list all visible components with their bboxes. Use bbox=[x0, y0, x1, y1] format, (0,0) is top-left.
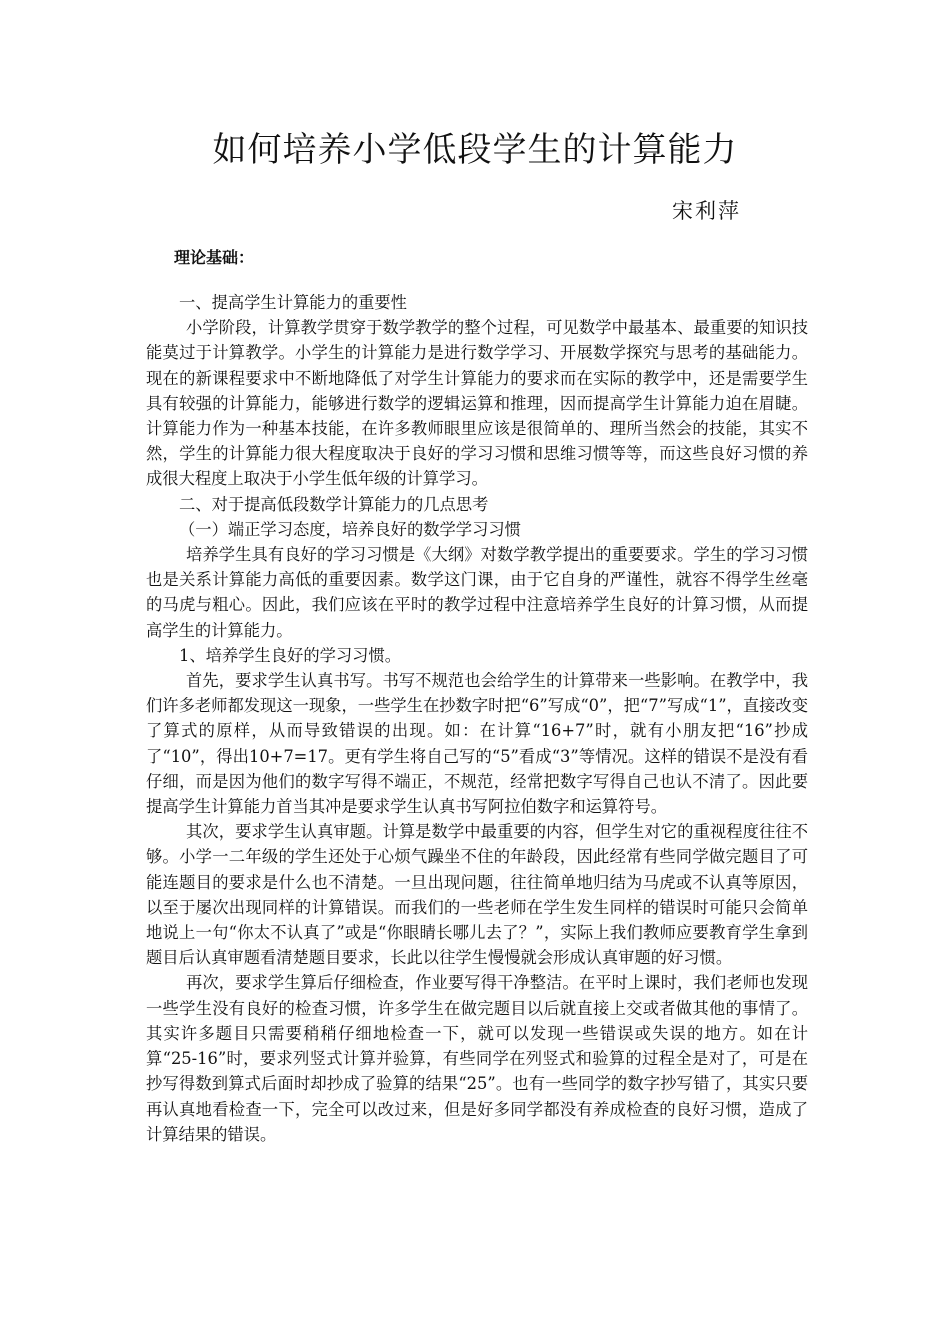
author-name: 宋利萍 bbox=[672, 199, 741, 223]
document-title: 如何培养小学低段学生的计算能力 bbox=[212, 130, 738, 170]
subheading-learning-habits: 1、培养学生良好的学习习惯。 bbox=[179, 645, 402, 665]
heading-thoughts: 二、对于提高低段数学计算能力的几点思考 bbox=[179, 494, 489, 514]
document-body bbox=[146, 290, 808, 1147]
subheading-attitude: （一）端正学习态度，培养良好的数学学习习惯 bbox=[179, 519, 521, 539]
heading-importance: 一、提高学生计算能力的重要性 bbox=[179, 293, 407, 312]
paragraph-writing: 首先，要求学生认真书写。书写不规范也会给学生的计算带来一些影响。在教学中，我们许多老师都发现这一现象，一些学生在抄数字时把“6”写成“0”，把“7”写成“1”，直接改变了算式的原样，从而导致错误的出现。如：在计算“16+7”时，就有小朋友把“16”抄成了“10”，得出10+7=17。更有学生将自己写的“5”看成“3”等情况。这样的错误不是没有看仔细，而是因为他们的数字写得不端正，不规范，经常把数字写得自己也认不清了。因此要提高学生计算能力首当其冲是要求学生认真书写阿拉伯数字和运算符号。 bbox=[146, 671, 808, 817]
paragraph-habits-intro: 培养学生具有良好的学习习惯是《大纲》对数学教学提出的重要要求。学生的学习习惯也是关系计算能力高低的重要因素。数学这门课，由于它自身的严谨性，就容不得学生丝毫的马虎与粗心。因此，我们应该在平时的教学过程中注意培养学生良好的计算习惯，从而提高学生的计算能力。 bbox=[146, 545, 808, 640]
paragraph-checking: 再次，要求学生算后仔细检查，作业要写得干净整洁。在平时上课时，我们老师也发现一些学生没有良好的检查习惯，许多学生在做完题目以后就直接上交或者做其他的事情了。其实许多题目只需要稍稍仔细地检查一下，就可以发现一些错误或失误的地方。如在计算“25-16”时，要求列竖式计算并验算，有些同学在列竖式和验算的过程全是对了，可是在抄写得数到算式后面时却抄成了验算的结果“25”。也有一些同学的数字抄写错了，其实只要再认真地看检查一下，完全可以改过来，但是好多同学都没有养成检查的良好习惯，造成了计算结果的错误。 bbox=[146, 973, 808, 1144]
paragraph-importance: 小学阶段，计算教学贯穿于数学教学的整个过程，可见数学中最基本、最重要的知识技能莫过于计算教学。小学生的计算能力是进行数学学习、开展数学探究与思考的基础能力。现在的新课程要求中不断地降低了对学生计算能力的要求而在实际的教学中，还是需要学生具有较强的计算能力，能够进行数学的逻辑运算和推理，因而提高学生计算能力迫在眉睫。计算能力作为一种基本技能，在许多教师眼里应该是很简单的、理所当然会的技能，其实不然，学生的计算能力很大程度取决于良好的学习习惯和思维习惯等等，而这些良好习惯的养成很大程度上取决于小学生低年级的计算学习。 bbox=[146, 318, 808, 489]
section-label: 理论基础： bbox=[174, 248, 255, 267]
paragraph-reading-questions: 其次，要求学生认真审题。计算是数学中最重要的内容，但学生对它的重视程度往往不够。小学一二年级的学生还处于心烦气躁坐不住的年龄段，因此经常有些同学做完题目了可能连题目的要求是什么也不清楚。一旦出现问题，往往简单地归结为马虎或不认真等原因，以至于屡次出现同样的计算错误。而我们的一些老师在学生发生同样的错误时可能只会简单地说上一句“你太不认真了”或是“你眼睛长哪儿去了？”，实际上我们教师应要教育学生拿到题目后认真审题看清楚题目要求，长此以往学生慢慢就会形成认真审题的好习惯。 bbox=[146, 822, 808, 968]
